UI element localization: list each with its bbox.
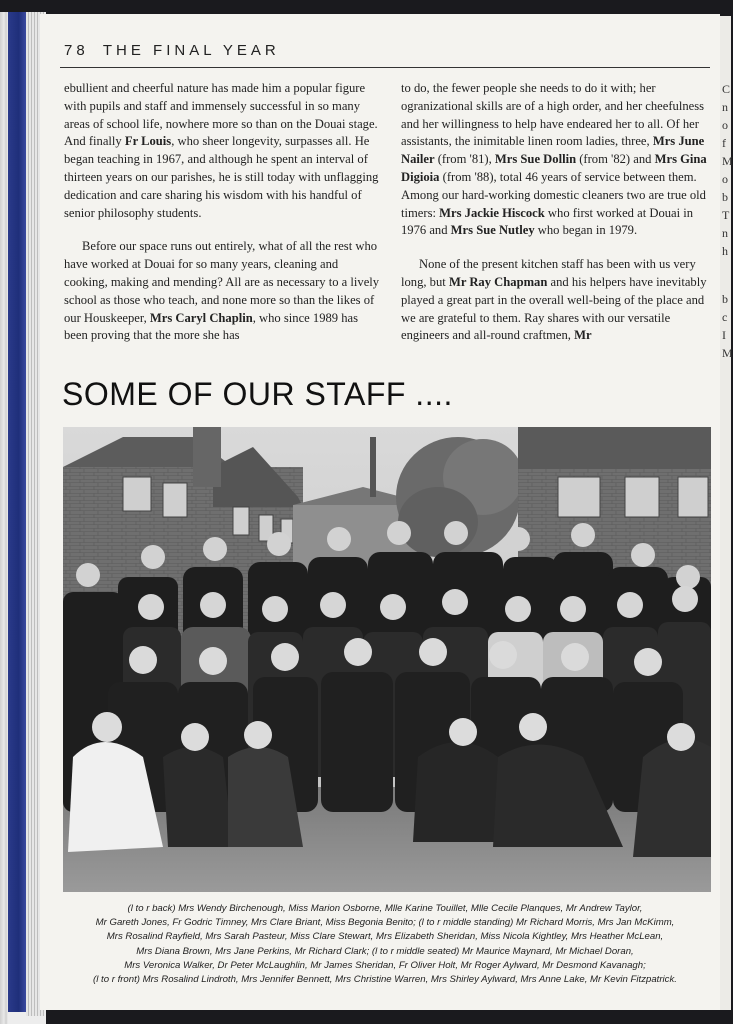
photo-illustration — [63, 427, 711, 892]
fragment: I — [722, 328, 726, 342]
caption-line: Mr Gareth Jones, Fr Godric Timney, Mrs Clare Briant, Miss Begonia Benito; (l to r middle standing) Mr Richard Morris, Mrs Jan McKimm, — [95, 917, 675, 929]
book-spine — [8, 12, 26, 1012]
fragment: o — [722, 172, 728, 186]
right-text-column — [401, 80, 719, 361]
fragment: M — [722, 346, 733, 360]
fragment: n — [722, 100, 728, 114]
paragraph: ebullient and cheerful nature has made him a popular figure with pupils and staff and immensely successful in so many areas of school life, nowhere more so than on the Douai stage. And finally Fr Louis, who sheer longevity, surpasses all. He began teaching in 1967, and although he spent an interval of thirteen years on our parishes, he is still today with unflagging dedication and care sharing his wisdom with his handful of senior philosophy students. — [64, 81, 379, 220]
bold-name: Mrs Caryl Chaplin — [149, 310, 253, 325]
section-title: THE FINAL YEAR — [102, 42, 280, 59]
caption-line: (l to r front) Mrs Rosalind Lindroth, Mrs Jennifer Bennett, Mrs Christine Warren, Mrs Shirley Aylward, Mrs Anne Lake, Mr Kevin Fitzpatrick. — [93, 974, 677, 986]
bold-name: Mrs Gina Digioia — [401, 152, 707, 184]
staff-group-photo — [63, 427, 711, 892]
fragment: M — [722, 154, 733, 168]
paragraph: Before our space runs out entirely, what of all the rest who have worked at Douai for so many years, cleaning and cooking, making and mending? All are as necessary to a lively school as those who teach, and none more so than the likes of our Houskeeper, Mrs Caryl Chaplin, who since 1989 has been proving that the more she has — [64, 239, 380, 343]
fragment: C — [722, 82, 731, 96]
fragment: b — [722, 190, 728, 204]
bold-name: Mrs June Nailer — [401, 134, 705, 167]
fragment: T — [722, 208, 730, 222]
bold-name: Mrs Sue Dollin — [494, 152, 577, 167]
fragment: h — [722, 244, 728, 258]
left-text-column — [64, 80, 382, 361]
fragment: c — [722, 310, 728, 324]
section-headline: SOME OF OUR STAFF .... — [62, 376, 453, 412]
caption-line: Mrs Rosalind Rayfield, Mrs Sarah Pasteur, Miss Clare Stewart, Mrs Elizabeth Sheridan, Miss Nicola Kightley, Mrs Heather McLean, — [106, 931, 664, 943]
bold-name: Mrs Jackie Hiscock — [439, 205, 545, 220]
paragraph: to do, the fewer people she needs to do it with; her ogranizational skills are of a high order, and her cheefulness and her willingness to help have endeared her to all. Of her assistants, the inimitable linen room ladies, three, Mrs June Nailer (from '81), Mrs Sue Dollin (from '82) and Mrs Gina Digioia (from '88), total 46 years of service between them. Among our hard-working domestic cleaners two are true old timers: Mrs Jackie Hiscock who first worked at Douai in 1976 and Mrs Sue Nutley who began in 1979. — [401, 81, 707, 238]
bold-name: Mrs Sue Nutley — [450, 223, 535, 238]
bold-name: Mr Ray Chapman — [448, 274, 548, 289]
paragraph: None of the present kitchen staff has been with us very long, but Mr Ray Chapman and his helpers have inevitably played a great part in the overall well-being of the place and we are grateful to them. Ray shares with our versatile engineers and all-round craftmen, Mr — [401, 257, 707, 343]
fragment: n — [722, 226, 728, 240]
page-number: 78 — [64, 42, 89, 59]
photo-caption — [54, 902, 716, 987]
fragment: o — [722, 118, 728, 132]
running-head — [64, 42, 280, 59]
caption-line: (l to r back) Mrs Wendy Birchenough, Miss Marion Osborne, Mlle Karine Touillet, Mlle Cecile Planques, Mr Andrew Taylor, — [127, 903, 643, 914]
book-page — [40, 14, 720, 1010]
bold-name: Fr Louis — [124, 134, 172, 149]
caption-line: Mrs Veronica Walker, Dr Peter McLaughlin, Mr James Sheridan, Fr Oliver Holt, Mr Roger Aylward, Mr Desmond Kavanagh; — [124, 959, 646, 971]
caption-line: Mrs Diana Brown, Mrs Jane Perkins, Mr Richard Clark; (l to r middle seated) Mr Maurice Maynard, Mr Michael Doran, — [136, 945, 634, 957]
bold-name: Mr — [574, 328, 592, 343]
header-rule — [60, 67, 710, 68]
fragment: b — [722, 292, 728, 306]
facing-page-edge — [720, 16, 731, 1010]
fragment: f — [722, 136, 726, 150]
